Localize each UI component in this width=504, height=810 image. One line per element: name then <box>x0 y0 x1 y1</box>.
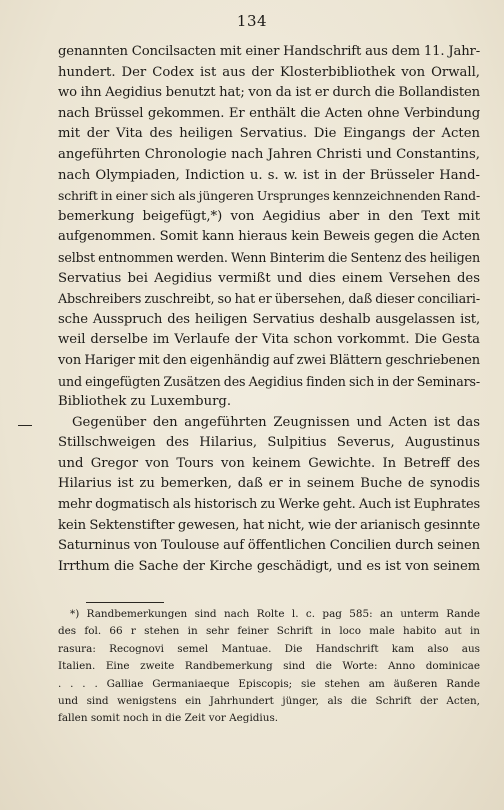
footnote <box>58 606 480 728</box>
footnote-line: fallen somit noch in die Zeit vor Aegidius. <box>58 712 279 725</box>
text-line: bemerkung beigefügt,*) von Aegidius aber in den Text mit <box>58 208 480 224</box>
text-line: mit der Vita des heiligen Servatius. Die Eingangs der Acten <box>58 126 480 142</box>
text-line: aufgenommen. Somit kann hieraus kein Beweis gegen die Acten <box>58 229 480 245</box>
margin-mark <box>18 425 32 426</box>
footnote-line: . . . . Galliae Germaniaeque Episcopis; sie stehen am äußeren Rande <box>58 677 480 690</box>
text-line: nach Brüssel gekommen. Er enthält die Acten ohne Verbindung <box>58 105 480 121</box>
paragraph-end-line: Bibliothek zu Luxemburg. <box>58 394 232 410</box>
text-line: wo ihn Aegidius benutzt hat; von da ist er durch die Bollandisten <box>58 85 480 101</box>
text-line: selbst entnommen werden. Wenn Binterim die Sentenz des heiligen <box>58 249 480 265</box>
footnote-line: Italien. Eine zweite Randbemerkung sind die Worte: Anno dominicae <box>58 660 480 673</box>
text-line: mehr dogmatisch als historisch zu Werke geht. Auch ist Euphrates <box>58 497 480 513</box>
text-line: hundert. Der Codex ist aus der Klosterbibliothek von Orwall, <box>58 64 480 80</box>
body-text <box>58 42 480 577</box>
paragraph-start-line: Gegenüber den angeführten Zeugnissen und Acten ist das <box>72 414 480 430</box>
text-line: und eingefügten Zusätzen des Aegidius finden sich in der Seminars- <box>58 373 480 389</box>
text-line: Stillschweigen des Hilarius, Sulpitius Severus, Augustinus <box>58 435 480 451</box>
footnote-line: rasura: Recognovi semel Mantuae. Die Handschrift kam also aus <box>58 642 480 655</box>
text-line: Irrthum die Sache der Kirche geschädigt, und es ist von seinem <box>58 558 480 574</box>
text-line: genannten Concilsacten mit einer Handschrift aus dem 11. Jahr- <box>58 44 480 59</box>
text-line: kein Sektenstifter gewesen, hat nicht, wie der arianisch gesinnte <box>58 517 480 533</box>
text-line: und Gregor von Tours von keinem Gewichte. In Betreff des <box>58 455 480 471</box>
text-line: Abschreibers zuschreibt, so hat er übersehen, daß dieser conciliari- <box>58 291 480 307</box>
text-line: Saturninus von Toulouse auf öffentlichen Concilien durch seinen <box>58 538 480 554</box>
text-line: Servatius bei Aegidius vermißt und dies einem Versehen des <box>58 270 480 286</box>
text-line: von Hariger mit den eigenhändig auf zwei Blättern geschriebenen <box>58 352 480 368</box>
footnote-rule <box>86 602 164 603</box>
footnote-line: und sind wenigstens ein Jahrhundert jünger, als die Schrift der Acten, <box>58 694 480 707</box>
footnote-line: des fol. 66 r stehen in sehr feiner Schrift in loco male habito aut in <box>58 625 480 638</box>
text-line: weil derselbe im Verlaufe der Vita schon vorkommt. Die Gesta <box>58 332 480 348</box>
page-number: 134 <box>236 12 268 30</box>
text-line: Hilarius ist zu bemerken, daß er in seinem Buche de synodis <box>58 476 480 492</box>
footnote-line: *) Randbemerkungen sind nach Rolte l. c. pag 585: an unterm Rande <box>70 608 480 620</box>
text-line: schrift in einer sich als jüngeren Ursprunges kennzeichnenden Rand- <box>58 188 480 204</box>
text-line: nach Olympiaden, Indiction u. s. w. ist in der Brüsseler Hand- <box>58 167 480 183</box>
text-line: angeführten Chronologie nach Jahren Christi und Constantins, <box>58 146 480 162</box>
text-line: sche Ausspruch des heiligen Servatius deshalb ausgelassen ist, <box>58 311 480 327</box>
